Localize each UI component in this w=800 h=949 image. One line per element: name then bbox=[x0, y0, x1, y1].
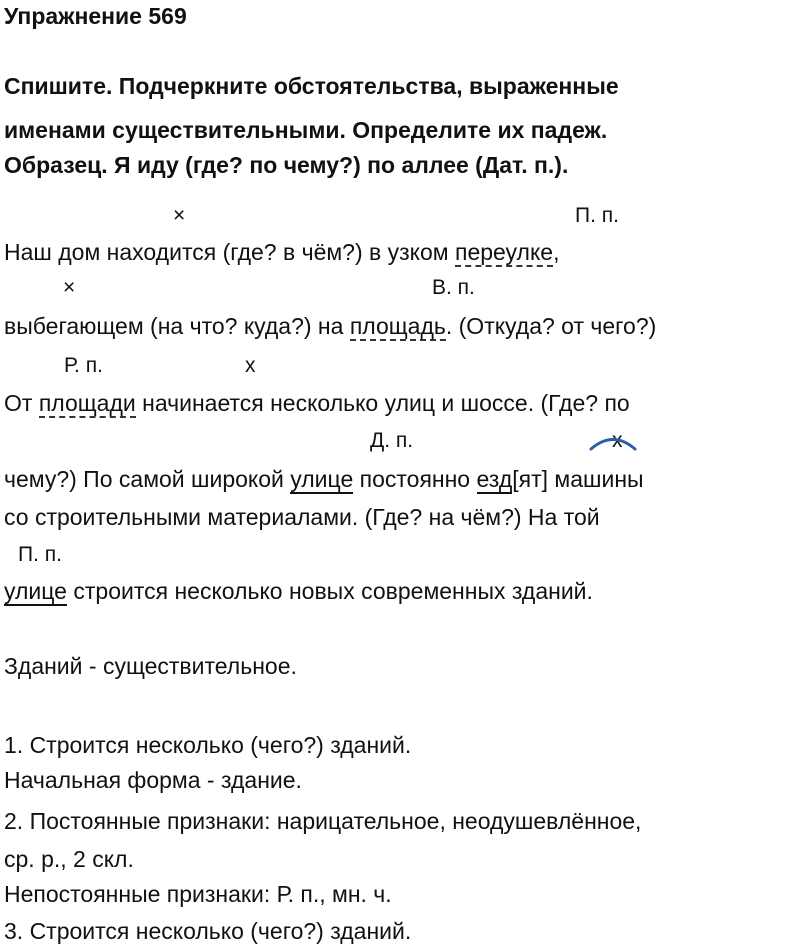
text-segment: , bbox=[553, 239, 560, 265]
task-line-1: Спишите. Подчеркните обстоятельства, выраженные bbox=[4, 73, 619, 99]
text-segment: начинается несколько улиц и шоссе. (Где? по bbox=[135, 390, 630, 416]
underlined-circumstance: переулке bbox=[454, 239, 554, 265]
analysis-heading: Зданий - существительное. bbox=[4, 653, 297, 679]
text-segment: От bbox=[4, 390, 39, 416]
text-segment: Наш дом находится (где? в чём?) в узком bbox=[4, 239, 455, 265]
underlined-circumstance: улице bbox=[4, 578, 67, 604]
mark-case: В. п. bbox=[432, 276, 475, 299]
underlined-circumstance: улице bbox=[290, 466, 354, 492]
text-line-6 bbox=[4, 577, 593, 605]
text-line-3 bbox=[4, 389, 630, 417]
analysis-item: ср. р., 2 скл. bbox=[4, 846, 134, 872]
analysis-item: Непостоянные признаки: Р. п., мн. ч. bbox=[4, 881, 392, 907]
text-segment: [ят] машины bbox=[512, 466, 644, 492]
exercise-title: Упражнение 569 bbox=[4, 3, 187, 29]
mark-case: П. п. bbox=[575, 204, 619, 227]
underlined-circumstance: площади bbox=[38, 390, 136, 416]
analysis-item: Начальная форма - здание. bbox=[4, 767, 302, 793]
task-line-2: именами существительными. Определите их падеж. bbox=[4, 117, 608, 143]
text-segment: строится несколько новых современных зданий. bbox=[66, 578, 593, 604]
mark-cross: × bbox=[173, 204, 186, 227]
analysis-item: 3. Строится несколько (чего?) зданий. bbox=[4, 918, 412, 944]
mark-cross: х bbox=[245, 354, 256, 377]
mark-case: П. п. bbox=[18, 543, 62, 566]
text-line-5: со строительными материалами. (Где? на чём?) На той bbox=[4, 504, 600, 530]
text-segment: выбегающем (на что? куда?) на bbox=[4, 313, 350, 339]
text-line-2 bbox=[4, 312, 656, 340]
analysis-item: 1. Строится несколько (чего?) зданий. bbox=[4, 732, 412, 758]
analysis-item: 2. Постоянные признаки: нарицательное, неодушевлённое, bbox=[4, 808, 642, 834]
mark-cross: × bbox=[63, 276, 76, 299]
mark-case: Д. п. bbox=[370, 429, 414, 452]
task-line-3: Образец. Я иду (где? по чему?) по аллее (Дат. п.). bbox=[4, 152, 569, 178]
underlined-circumstance: площадь bbox=[349, 313, 446, 339]
text-line-4 bbox=[4, 465, 644, 493]
text-line-1 bbox=[4, 238, 559, 266]
text-segment: постоянно bbox=[353, 466, 477, 492]
text-segment: чему?) По самой широкой bbox=[4, 466, 291, 492]
mark-cross: х bbox=[612, 429, 623, 452]
root-arc-icon bbox=[588, 432, 638, 452]
mark-case: Р. п. bbox=[64, 354, 103, 377]
root-underlined: езд bbox=[476, 466, 513, 492]
text-segment: . (Откуда? от чего?) bbox=[445, 313, 657, 339]
